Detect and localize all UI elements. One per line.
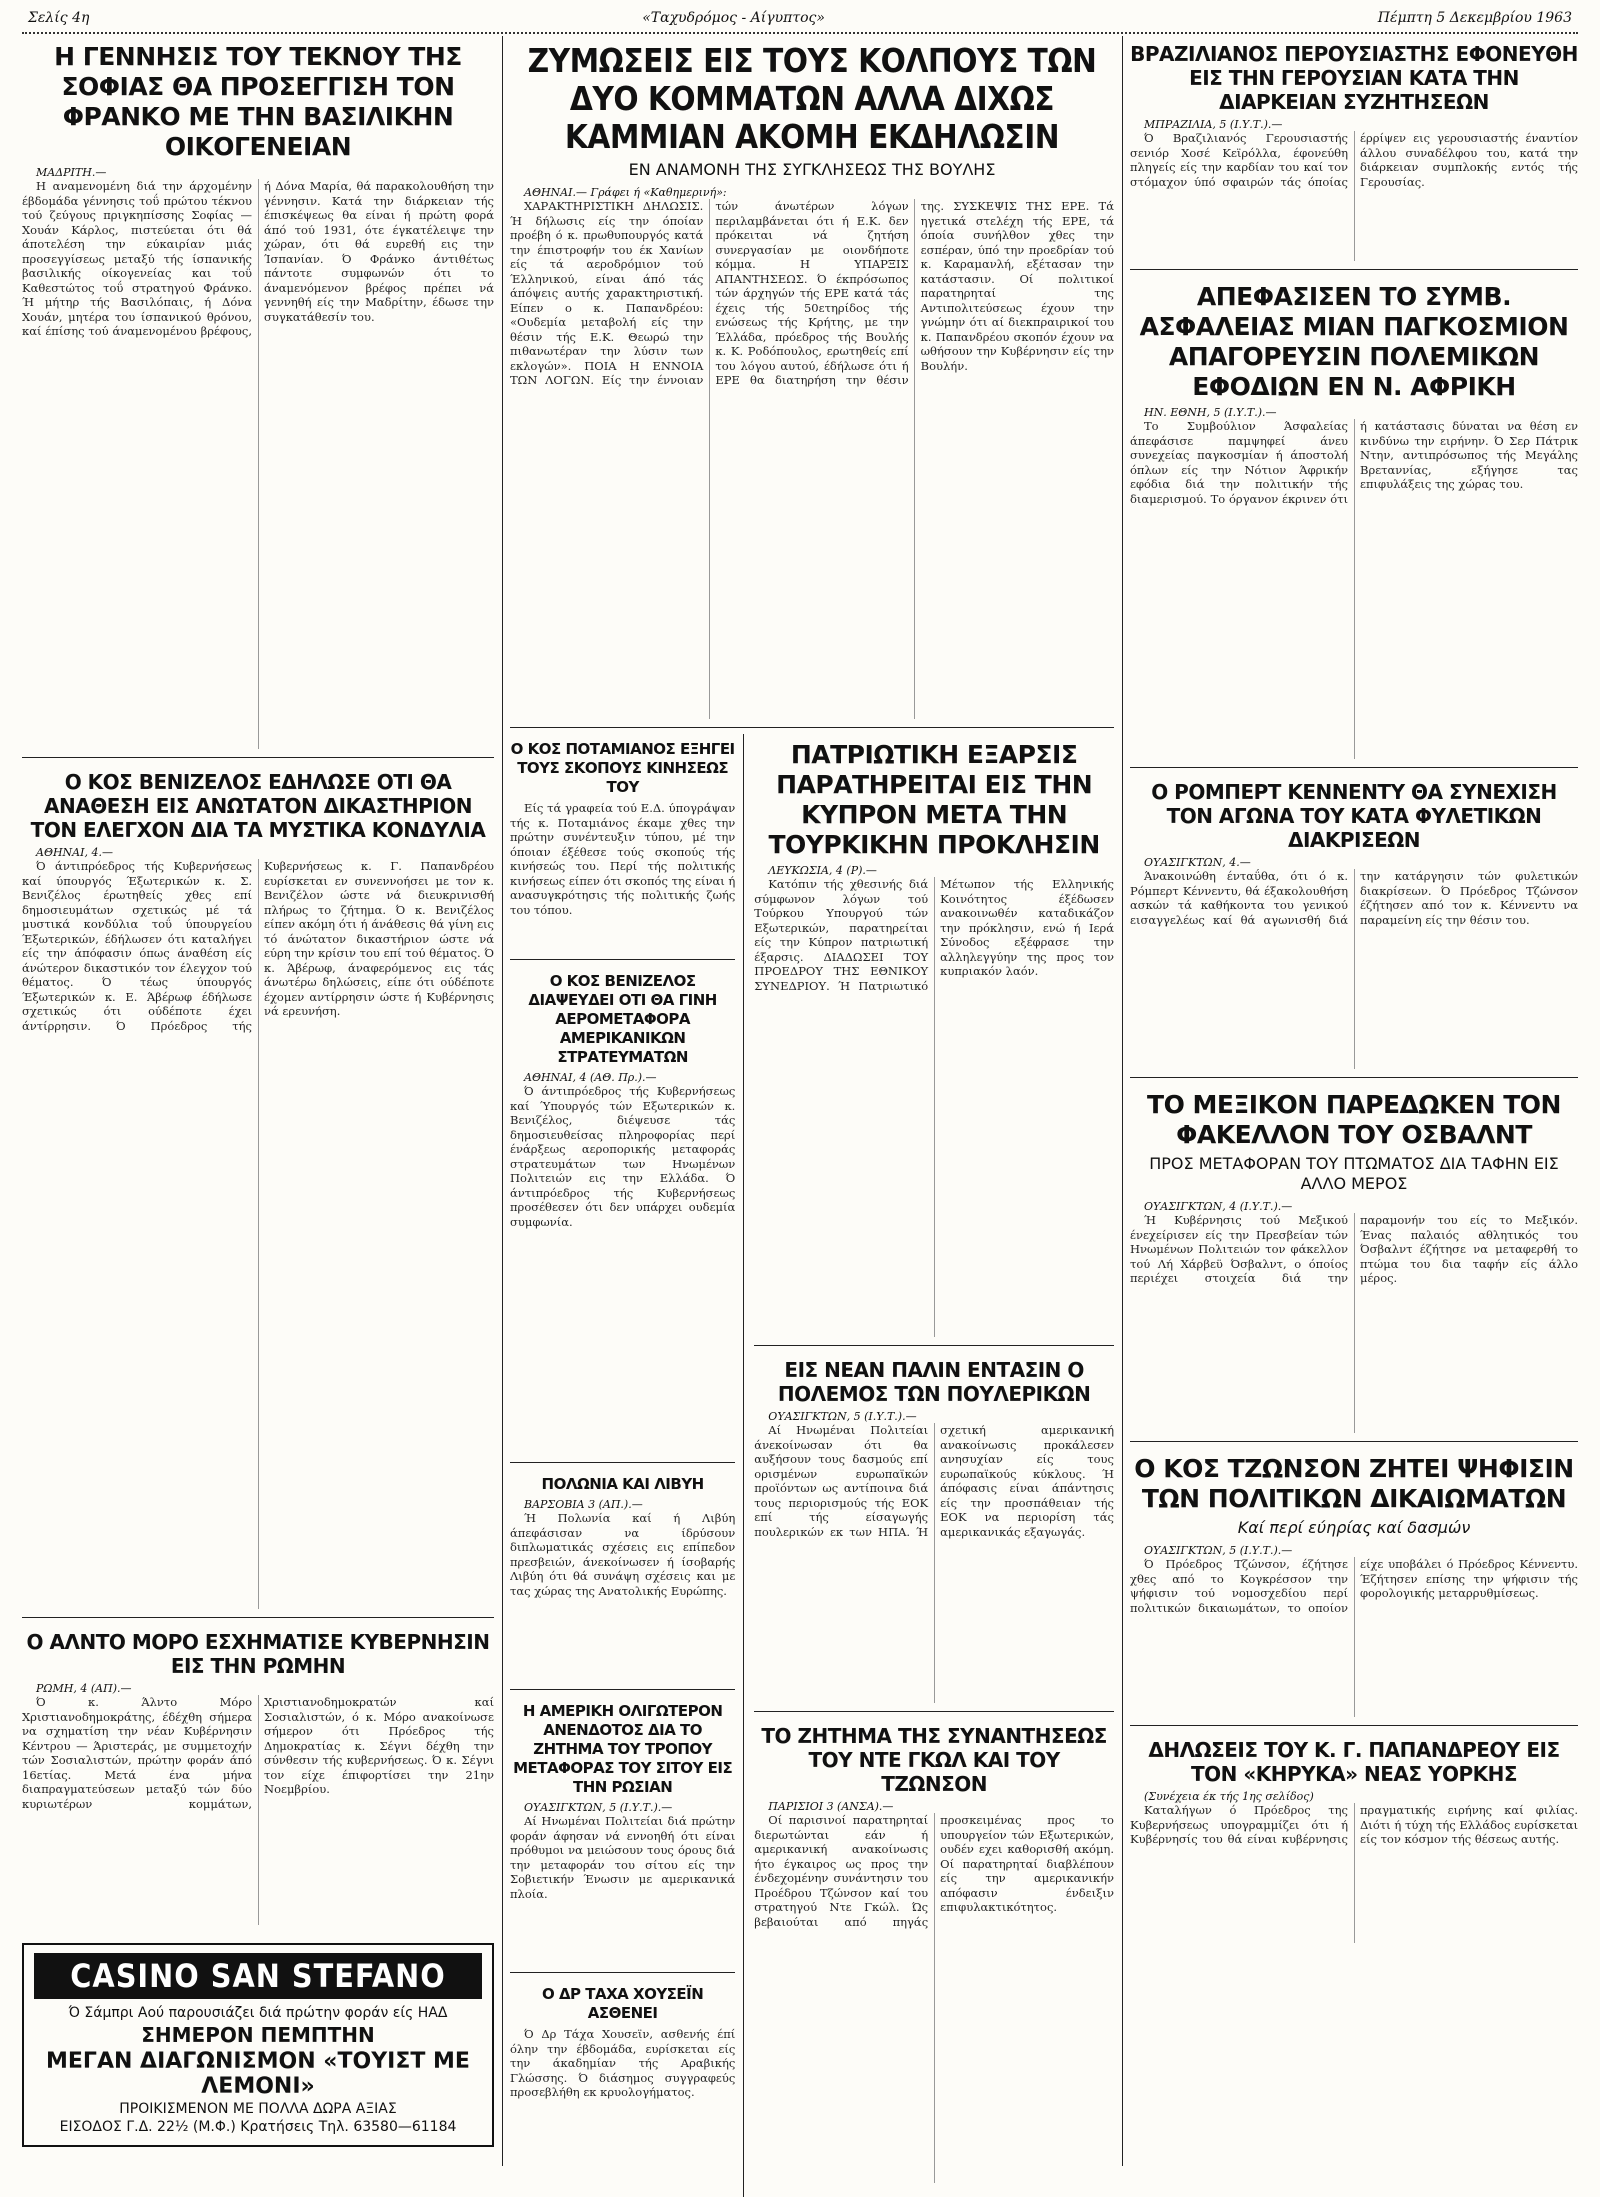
main-headline: ΖΥΜΩΣΕΙΣ ΕΙΣ ΤΟΥΣ ΚΟΛΠΟΥΣ ΤΩΝ ΔΥΟ ΚΟΜΜΑΤΩΝ ΑΛΛΑ ΔΙΧΩΣ ΚΑΜΜΙΑΝ ΑΚΟΜΗ ΕΚΔΗΛΩΣΙΝ <box>527 41 1097 156</box>
article-body: Κατόπιν τής χθεσινής διά σύμφωνον λόγων τού Τούρκου Υπουργού τών Εξωτερικών, παρατηρείται είς την Κύπρον πατριωτική έξαρσις. ΔΙΑΔΩΣΕΙ ΤΟΥ ΠΡΟΕΔΡΟΥ ΤΗΣ ΕΘΝΙΚΟΥ ΣΥΝΕΔΡΙΟΥ. Ή Πατριωτικό Μέτωπον τής Ελληνικής Κοινότητος έξέδωσεν ανακοινωθέν καταδικάζον την πρόκλησιν, ενώ ή Ιερά Σύνοδος εξέφρασε την αλληλεγγύην της προς τον κυπριακόν λαόν. <box>754 877 1114 993</box>
article-party-ferment <box>510 36 1114 728</box>
article-body: Ή Πολωνία καί ή Λιβύη άπεφάσισαν να ίδρύσουν διπλωματικάς σχέσεις εις επίπεδον πρεσβειών, άνεκοίνωσεν ή ίσοβαρής Λιβύη ότι θά συνάψη σχέσεις και με τας χώρας της Ανατολικής Ευρώπης. <box>510 1511 736 1598</box>
center-lower <box>510 734 1114 2197</box>
article-body: Καταλήγων ό Πρόεδρος της Κυβερνήσεως υπογραμμίζει ότι ή Κυβέρνησίς του θά είναι κυβέρνησις πραγματικής ειρήνης καί φιλίας. Διότι ή τύχη τής Ελλάδος ευρίσκεται είς τον κόσμον τής θέσεως αυτής. <box>1130 1803 1578 1846</box>
center-sub-left <box>510 734 744 2197</box>
article-johnson-rights <box>1130 1448 1578 1726</box>
dateline: ΑΘΗΝΑΙ, 4 (ΑΘ. Πρ.).— <box>524 1071 657 1084</box>
center-sub-right <box>754 734 1114 2197</box>
article-body: Η αναμενομένη διά την άρχομένην έβδομάδα γέννησις τοΰ πρώτου τέκνου τού ζεύγους πριγκηπίσσης Σοφίας — Χουάν Κάρλος, πιστεύεται ότι θά άποτελέση την εύκαιρίαν μιάς προσεγγίσεως μεταξύ τής ίσπανικής βασιλικής οίκογενείας και τοΰ Καθεστώτος τοΰ στρατηγού Φράνκο. Ή μήτηρ τής Βασιλόπαις, ή Δόνα Χουάν, μητέρα του ίσπανικού θρόνου, καί έπίσης τού άναμενομένου βρέφους, ή Δόνα Μαρία, θά παρακολουθήση την γέννησιν. Κατά την διάρκειαν τής έπισκέψεως θα είναι ή πρώτη φορά άπό τού 1931, ότε έγκατέλειψε την χώραν, ότι θά ευρεθή εις την Ίσπανίαν. Ό Φράνκο άντιθέτως πάντοτε συμφωνών ότι το άναμενόμενον βρέφος πρέπει νά γεννηθή είς την Μαδρίτην, έδωσε την συγκατάθεσίν του. <box>22 179 494 338</box>
headline: ΠΑΤΡΙΩΤΙΚΗ ΕΞΑΡΣΙΣ ΠΑΡΑΤΗΡΕΙΤΑΙ ΕΙΣ ΤΗΝ ΚΥΠΡΟΝ ΜΕΤΑ ΤΗΝ ΤΟΥΡΚΙΚΗΝ ΠΡΟΚΛΗΣΙΝ <box>768 740 1100 859</box>
column-rule <box>502 36 503 2166</box>
dateline: ΟΥΑΣΙΓΚΤΩΝ, 4.— <box>1144 856 1251 869</box>
article-body: Άνακοινώθη ένταΰθα, ότι ό κ. Ρόμπερτ Κέννεντυ, θά έξακολουθήση ασκών τά καθήκοντα του γενικού εισαγγελέως καί θά αγωνισθή διά την κατάργησιν τών φυλετικών διακρίσεων. Ό Πρόεδρος Τζώνσον έζήτησεν από τον κ. Κέννεντυ να παραμείνη είς την θέσιν του. <box>1130 869 1578 927</box>
article-body: Ό άντιπρόεδρος τής Κυβερνήσεως καί Ύπουργός τών Εξωτερικών κ. Βενιζέλος, διέψευσε τάς δημοσιευθείσας πληροφορίας περί ένάρξεως αεροπορικής μεταφοράς στρατευμάτων των Ηνωμένων Πολιτειών εις την Ελλάδα. Ό άντιπρόεδρος τής Κυβερνήσεως προσέθεσεν ότι δεν υπάρχει ουδεμία συμφωνία. <box>510 1084 736 1229</box>
article-airlift <box>510 966 735 1463</box>
ad-line: ΠΡΟΙΚΙΣΜΕΝΟΝ ΜΕ ΠΟΛΛΑ ΔΩΡΑ ΑΞΙΑΣ <box>119 2101 397 2117</box>
ad-line: ΜΕΓΑΝ ΔΙΑΓΩΝΙΣΜΟΝ «ΤΟΥΙΣΤ ΜΕ ΛΕΜΟΝΙ» <box>46 2049 470 2099</box>
dateline: ΑΘΗΝΑΙ.— Γράφει ή «Καθημερινή»: <box>524 186 727 199</box>
headline: Ο ΔΡ ΤΑΧΑ ΧΟΥΣΕΪΝ ΑΣΘΕΝΕΙ <box>541 1985 704 2022</box>
dateline: ΜΑΔΡΙΤΗ.— <box>36 166 107 179</box>
page-number: Σελίς 4η <box>22 10 95 26</box>
dateline: ΒΑΡΣΟΒΙΑ 3 (ΑΠ.).— <box>524 1498 643 1511</box>
article-papandreou-kiryx <box>1130 1732 1578 1951</box>
article-body: Είς τά γραφεία τού Ε.Δ. ύπογράψαν τής κ. Ποταμιάνος έκαμε χθες την πρώτην συνέντευξιν τύπου, μέ την όποιαν έξέθεσε τούς σκοπούς τής κινήσεώς του. Περί τής πολιτικής κινήσεως είπεν ότι σκοπός της είναι ή ανασυγκρότησις τής πολιτικής ζωής του τόπου. <box>510 801 736 917</box>
article-body: Ό κ. Άλντο Μόρο Χριστιανοδημοκράτης, έδέχθη σήμερα να σχηματίση την νέαν Κυβέρνησιν Κέντρου — Άριστεράς, με συμμετοχήν τών Σοσιαλιστών, πρώτην φοράν άπό 16ετίας. Μετά ένα μήνα διαπραγματεύσεων μεταξύ τών δύο κυριωτέρων κομμάτων, Χριστιανοδημοκρατών καί Σοσιαλιστών, ό κ. Μόρο ανακοίνωσε σήμερον ότι Πρόεδρος τής Δημοκρατίας κ. Σέγνι δέχθη την σύνθεσιν τής κυβερνήσεως. Ό κ. Σέγνι τον είχε έπιφορτίσει την 21ην Νοεμβρίου. <box>22 1695 494 1811</box>
article-body: Ό Βραζιλιανός Γερουσιαστής σενιόρ Χοσέ Κεϊρόλλα, έφονεύθη πληγείς είς την καρδίαν του καί τον στόμαχον ύπό σφαιρών τάς όποίας έρρίψεν εις γερουσιαστής έναντίον άλλου συναδέλφου του, κατά την διάρκειαν συμπλοκής εντός τής Γερουσίας. <box>1130 131 1578 189</box>
dateline: ΑΘΗΝΑΙ, 4.— <box>36 846 113 859</box>
article-venizelos-funds <box>22 764 494 1618</box>
headline: ΒΡΑΖΙΛΙΑΝΟΣ ΠΕΡΟΥΣΙΑΣΤΗΣ ΕΦΟΝΕΥΘΗ ΕΙΣ ΤΗΝ ΓΕΡΟΥΣΙΑΝ ΚΑΤΑ ΤΗΝ ΔΙΑΡΚΕΙΑΝ ΣΥΖΗΤΗΣΕΩΝ <box>1130 42 1578 114</box>
column-right <box>1130 36 1578 1957</box>
subheadline: Καί περί εύηρίας καί δασμών <box>1237 1518 1471 1537</box>
article-potamianos <box>510 734 735 960</box>
headline: ΤΟ ΜΕΞΙΚΟΝ ΠΑΡΕΔΩΚΕΝ ΤΟΝ ΦΑΚΕΛΛΟΝ ΤΟΥ ΟΣΒΑΛΝΤ <box>1147 1090 1561 1149</box>
article-sofia <box>22 36 494 758</box>
page-header <box>22 4 1578 34</box>
headline: Ο ΚΟΣ ΒΕΝΙΖΕΛΟΣ ΔΙΑΨΕΥΔΕΙ ΟΤΙ ΘΑ ΓΙΝΗ ΑΕΡΟΜΕΤΑΦΟΡΑ ΑΜΕΡΙΚΑΝΙΚΩΝ ΣΤΡΑΤΕΥΜΑΤΩΝ <box>528 972 717 1066</box>
ad-line: ΕΙΣΟΔΟΣ Γ.Δ. 22½ (Μ.Φ.) Κρατήσεις Τηλ. 63580—61184 <box>59 2119 457 2135</box>
column-rule <box>1122 36 1123 2166</box>
headline: Ο ΚΟΣ ΒΕΝΙΖΕΛΟΣ ΕΔΗΛΩΣΕ ΟΤΙ ΘΑ ΑΝΑΘΕΣΗ ΕΙΣ ΑΝΩΤΑΤΟΝ ΔΙΚΑΣΤΗΡΙΟΝ ΤΟΝ ΕΛΕΓΧΟΝ ΔΙΑ ΤΑ ΜΥΣΤΙΚΑ ΚΟΝΔΥΛΙΑ <box>30 770 486 842</box>
article-taha-hussein <box>510 1979 735 2155</box>
article-body: Οί παρισινοί παρατηρηταί διερωτώνται εάν ή αμερικανική ανακοίνωσις ήτο έγκαιρος ως προς την ένδεχομένην συνάντησιν του Προέδρου Τζώνσον καί του στρατηγού Ντε Γκώλ. Ώς βεβαιούται από πηγάς προσκειμένας προς το υπουργείον τών Εξωτερικών, ουδέν εχει καθορισθή ακόμη. Οί παρατηρηταί διαβλέπουν είς την αμερικανικήν απόφασιν ένδειξιν επιφυλακτικότητος. <box>754 1813 1114 1929</box>
article-kennedy <box>1130 774 1578 1078</box>
headline: ΤΟ ΖΗΤΗΜΑ ΤΗΣ ΣΥΝΑΝΤΗΣΕΩΣ ΤΟΥ ΝΤΕ ΓΚΩΛ ΚΑΙ ΤΟΥ ΤΖΩΝΣΟΝ <box>761 1724 1107 1796</box>
article-brazil <box>1130 36 1578 270</box>
article-wheat <box>510 1696 735 1973</box>
column-left <box>22 36 494 2147</box>
headline: Ο ΑΛΝΤΟ ΜΟΡΟ ΕΣΧΗΜΑΤΙΣΕ ΚΥΒΕΡΝΗΣΙΝ ΕΙΣ ΤΗΝ ΡΩΜΗΝ <box>26 1630 490 1678</box>
headline: Ο ΚΟΣ ΠΟΤΑΜΙΑΝΟΣ ΕΞΗΓΕΙ ΤΟΥΣ ΣΚΟΠΟΥΣ ΚΙΝΗΣΕΩΣ ΤΟΥ <box>510 740 735 796</box>
casino-advertisement <box>22 1943 494 2147</box>
subheadline: ΕΝ ΑΝΑΜΟΝΗ ΤΗΣ ΣΥΓΚΛΗΣΕΩΣ ΤΗΣ ΒΟΥΛΗΣ <box>628 160 996 179</box>
dateline: ΟΥΑΣΙΓΚΤΩΝ, 5 (Ι.Υ.Τ.).— <box>1144 1544 1293 1557</box>
article-body: Ό Πρόεδρος Τζώνσον, έζήτησε χθες από το Κογκρέσσον την ψήφισιν τού νομοσχεδίου περί πολιτικών δικαιωμάτων, το οποίον είχε υποβάλει ό Πρόεδρος Κέννεντυ. Έζήτησεν επίσης την ψήφισιν τής φορολογικής μεταρρυθμίσεως. <box>1130 1557 1578 1615</box>
newspaper-name: «Ταχυδρόμος - Αίγυπτος» <box>636 10 831 26</box>
dateline: ΛΕΥΚΩΣΙΑ, 4 (Ρ).— <box>768 864 877 877</box>
headline: Η ΓΕΝΝΗΣΙΣ ΤΟΥ ΤΕΚΝΟΥ ΤΗΣ ΣΟΦΙΑΣ ΘΑ ΠΡΟΣΕΓΓΙΣΗ ΤΟΝ ΦΡΑΝΚΟ ΜΕ ΤΗΝ ΒΑΣΙΛΙΚΗΝ ΟΙΚΟΓΕΝΕΙΑΝ <box>54 42 462 161</box>
article-moro <box>22 1624 494 1933</box>
column-center <box>510 36 1114 2197</box>
dateline: ΜΠΡΑΖΙΛΙΑ, 5 (Ι.Υ.Τ.).— <box>1144 118 1283 131</box>
headline: ΕΙΣ ΝΕΑΝ ΠΑΛΙΝ ΕΝΤΑΣΙΝ Ο ΠΟΛΕΜΟΣ ΤΩΝ ΠΟΥΛΕΡΙΚΩΝ <box>777 1358 1091 1406</box>
issue-date: Πέμπτη 5 Δεκεμβρίου 1963 <box>1372 10 1578 26</box>
headline: ΑΠΕΦΑΣΙΣΕΝ ΤΟ ΣΥΜΒ. ΑΣΦΑΛΕΙΑΣ ΜΙΑΝ ΠΑΓΚΟΣΜΙΟΝ ΑΠΑΓΟΡΕΥΣΙΝ ΠΟΛΕΜΙΚΩΝ ΕΦΟΔΙΩΝ ΕΝ Ν. ΑΦΡΙΚΗ <box>1139 282 1569 401</box>
article-body: Το Συμβούλιον Άσφαλείας άπεφάσισε παμψηφεί άνευ συνεχείας παγκοσμίαν ή άποστολή όπλων είς την Νότιον Άφρικήν εφόδια διά την πολιτικήν τής διαμερισμού. Το όργανον έκρινεν ότι ή κατάστασις δύναται να θέση εν κινδύνω την ειρήνην. Ό Σερ Πάτρικ Ντην, αντιπρόσωπος τής Μεγάλης Βρεταννίας, εξήγησε τας επιφυλάξεις της χώρας του. <box>1130 419 1578 506</box>
article-body: Αί Ηνωμέναι Πολιτείαι άνεκοίνωσαν ότι θα αυξήσουν τους δασμούς επί ορισμένων ευρωπαϊκών προϊόντων ως αντίποινα διά τους περιορισμούς τής ΕΟΚ επί τής είσαγωγής πουλερικών εκ των ΗΠΑ. Ή σχετική αμερικανική ανακοίνωσις προκάλεσεν ανησυχίαν είς τους ευρωπαϊκούς κύκλους. Ή άπόφασις είναι άπάντησις είς την προσπάθειαν τής ΕΟΚ να περιορίση τάς αμερικανικάς εξαγωγάς. <box>754 1423 1114 1539</box>
dateline: ΟΥΑΣΙΓΚΤΩΝ, 5 (Ι.Υ.Τ.).— <box>768 1410 917 1423</box>
dateline: ΗΝ. ΕΘΝΗ, 5 (Ι.Υ.Τ.).— <box>1144 406 1277 419</box>
headline: Ο ΚΟΣ ΤΖΩΝΣΟΝ ΖΗΤΕΙ ΨΗΦΙΣΙΝ ΤΩΝ ΠΟΛΙΤΙΚΩΝ ΔΙΚΑΙΩΜΑΤΩΝ <box>1134 1454 1574 1513</box>
article-poland-libya <box>510 1469 735 1690</box>
article-degaulle-johnson <box>754 1718 1114 2191</box>
subheadline: ΠΡΟΣ ΜΕΤΑΦΟΡΑΝ ΤΟΥ ΠΤΩΜΑΤΟΣ ΔΙΑ ΤΑΦΗΝ ΕΙΣ ΑΛΛΟ ΜΕΡΟΣ <box>1149 1154 1559 1193</box>
article-body: Αί Ηνωμέναι Πολιτείαι διά πρώτην φοράν άφησαν νά εννοηθή ότι είναι πρόθυμοι να μειώσουν τους όρους διά την μεταφοράν του σίτου είς την Σοβιετικήν Ένωσιν με αμερικανικά πλοία. <box>510 1814 736 1901</box>
article-security-council <box>1130 276 1578 768</box>
ad-line: ΣΗΜΕΡΟΝ ΠΕΜΠΤΗΝ <box>141 2023 375 2047</box>
headline: Ο ΡΟΜΠΕΡΤ ΚΕΝΝΕΝΤΥ ΘΑ ΣΥΝΕΧΙΣΗ ΤΟΝ ΑΓΩΝΑ ΤΟΥ ΚΑΤΑ ΦΥΛΕΤΙΚΩΝ ΔΙΑΚΡΙΣΕΩΝ <box>1151 780 1557 852</box>
article-chicken-war <box>754 1352 1114 1712</box>
article-body: Ό άντιπρόεδρος τής Κυβερνήσεως καί ύπουργός Έξωτερικών κ. Σ. Βενιζέλος έρωτηθείς χθες επί δημοσιευμάτων σχετικώς μέ τά μυστικά κονδύλια τοΰ ύπουργείου Έξωτερικών, έδήλωσεν ότι καταλήγει είς την άπόφασιν όπως άναθέση είς άνώτερον δικαστικόν τον έλεγχον τού θέματος. Ό τέως ύπουργός Έξωτερικών κ. Ε. Άβέρωφ έδήλωσε σχετικώς ότι ούδέποτε έχει άντίρρησιν. Ό Πρόεδρος τής Κυβερνήσεως κ. Γ. Παπανδρέου ευρίσκεται εν συνεννοήσει με τον κ. Βενιζέλον ώστε νά διευκρινισθή πλήρως το ζήτημα. Ό κ. Βενιζέλος είπεν ακόμη ότι ή άνάθεσις θά γίνη εις τό άνώτατον δικαστήριον ώστε νά εύρη την κρίσιν του επί τού θέματος. Ό κ. Άβέρωφ, άναφερόμενος εις τάς άνωτέρω δηλώσεις, είπε ότι ούδέποτε έχομεν αντίρρησιν ώστε ή Κυβέρνησις νά ερευνήση. <box>22 859 494 1033</box>
article-cyprus <box>754 734 1114 1346</box>
article-body: ΧΑΡΑΚΤΗΡΙΣΤΙΚΗ ΔΗΛΩΣΙΣ. Ή δήλωσις είς την όποίαν προέβη ό κ. πρωθυπουργός κατά την έπιστροφήν του έκ Χανίων είς τά αεροδρόμιον τού Έλληνικού, είναι άπό τάς άπόψεις αυτής χαρακτηριστική. Είπεν ο κ. Παπανδρέου: «Ουδεμία μεταβολή είς την θέσιν τής Ε.Κ. Θεωρώ την πιθανωτέραν την λύσιν των εκλογών». ΠΟΙΑ Η ΕΝΝΟΙΑ ΤΩΝ ΛΟΓΩΝ. Είς την έννοιαν τών άνωτέρων λόγων περιλαμβάνεται ότι ή Ε.Κ. δεν πρόκειται νά ζητήση συνεργασίαν με οιονδήποτε κόμμα. Η ΥΠΑΡΞΙΣ ΑΠΑΝΤΗΣΕΩΣ. Ό έκπρόσωπος τών άρχηγών τής ΕΡΕ κατά τάς έχεις τής 50ετηρίδος τής ενώσεως τής Κρήτης, με την Έλλάδα, πρόεδρος τής Βουλής κ. Κ. Ροδόπουλος, ερωτηθείς επί του λόγου αυτού, έδήλωσε ότι ή ΕΡΕ θα διατηρήση την θέσιν της. ΣΥΣΚΕΨΙΣ ΤΗΣ ΕΡΕ. Τά ηγετικά στελέχη τής ΕΡΕ, τά όποία συνήλθον χθες την εσπέραν, ύπό την προεδρίαν τού κ. Καραμανλή, εξέτασαν την κατάστασιν. Οί πολιτικοί παρατηρηταί της Αντιπολιτεύσεως έχουν την γνώμην ότι αί διεκπραιρικοί του κ. Παπανδρέου σκοπόν έχουν να ωθήσουν την Κυβέρνησιν είς την Βουλήν. <box>510 199 1114 387</box>
article-body: Ή Κυβέρνησις τού Μεξικού ένεχείρισεν είς την Πρεσβείαν τών Ηνωμένων Πολιτειών τον φάκελλον τού Λή Χάρβεϋ Όσβαλντ, ο όποίος περιέχει στοιχεία διά την παραμονήν του είς το Μεξικόν. Ένας παλαιός αθλητικός του Όσβαλντ έζήτησε να μεταφερθή το πτώμα του δια ταφήν είς άλλο μέρος. <box>1130 1213 1578 1285</box>
dateline: ΟΥΑΣΙΓΚΤΩΝ, 4 (Ι.Υ.Τ.).— <box>1144 1200 1293 1213</box>
dateline: ΠΑΡΙΣΙΟΙ 3 (ΑΝΣΑ).— <box>768 1800 894 1813</box>
ad-line: Ό Σάμπρι Αού παρουσιάζει διά πρώτην φοράν είς ΗΑΔ <box>68 2005 448 2021</box>
continuation-note: (Συνέχεια έκ τής 1ης σελίδος) <box>1144 1790 1314 1803</box>
headline: ΠΟΛΩΝΙΑ ΚΑΙ ΛΙΒΥΗ <box>541 1475 704 1493</box>
dateline: ΡΩΜΗ, 4 (ΑΠ).— <box>36 1682 132 1695</box>
dateline: ΟΥΑΣΙΓΚΤΩΝ, 5 (Ι.Υ.Τ.).— <box>524 1801 673 1814</box>
casino-title: CASINO SAN STEFANO <box>34 1953 482 1999</box>
headline: Η ΑΜΕΡΙΚΗ ΟΛΙΓΩΤΕΡΟΝ ΑΝΕΝΔΟΤΟΣ ΔΙΑ ΤΟ ΖΗΤΗΜΑ ΤΟΥ ΤΡΟΠΟΥ ΜΕΤΑΦΟΡΑΣ ΤΟΥ ΣΙΤΟΥ ΕΙΣ ΤΗΝ ΡΩΣΙΑΝ <box>513 1702 733 1796</box>
article-body: Ό Δρ Τάχα Χουσεϊν, ασθενής έπί όλην την έβδομάδα, ευρίσκεται είς την άκαδημίαν τής Αραβικής Γλώσσης. Ό διάσημος συγγραφεύς προσεβλήθη εκ κρυολογήματος. <box>510 2027 736 2099</box>
headline: ΔΗΛΩΣΕΙΣ ΤΟΥ Κ. Γ. ΠΑΠΑΝΔΡΕΟΥ ΕΙΣ ΤΟΝ «ΚΗΡΥΚΑ» ΝΕΑΣ ΥΟΡΚΗΣ <box>1148 1738 1560 1786</box>
article-oswald <box>1130 1084 1578 1442</box>
